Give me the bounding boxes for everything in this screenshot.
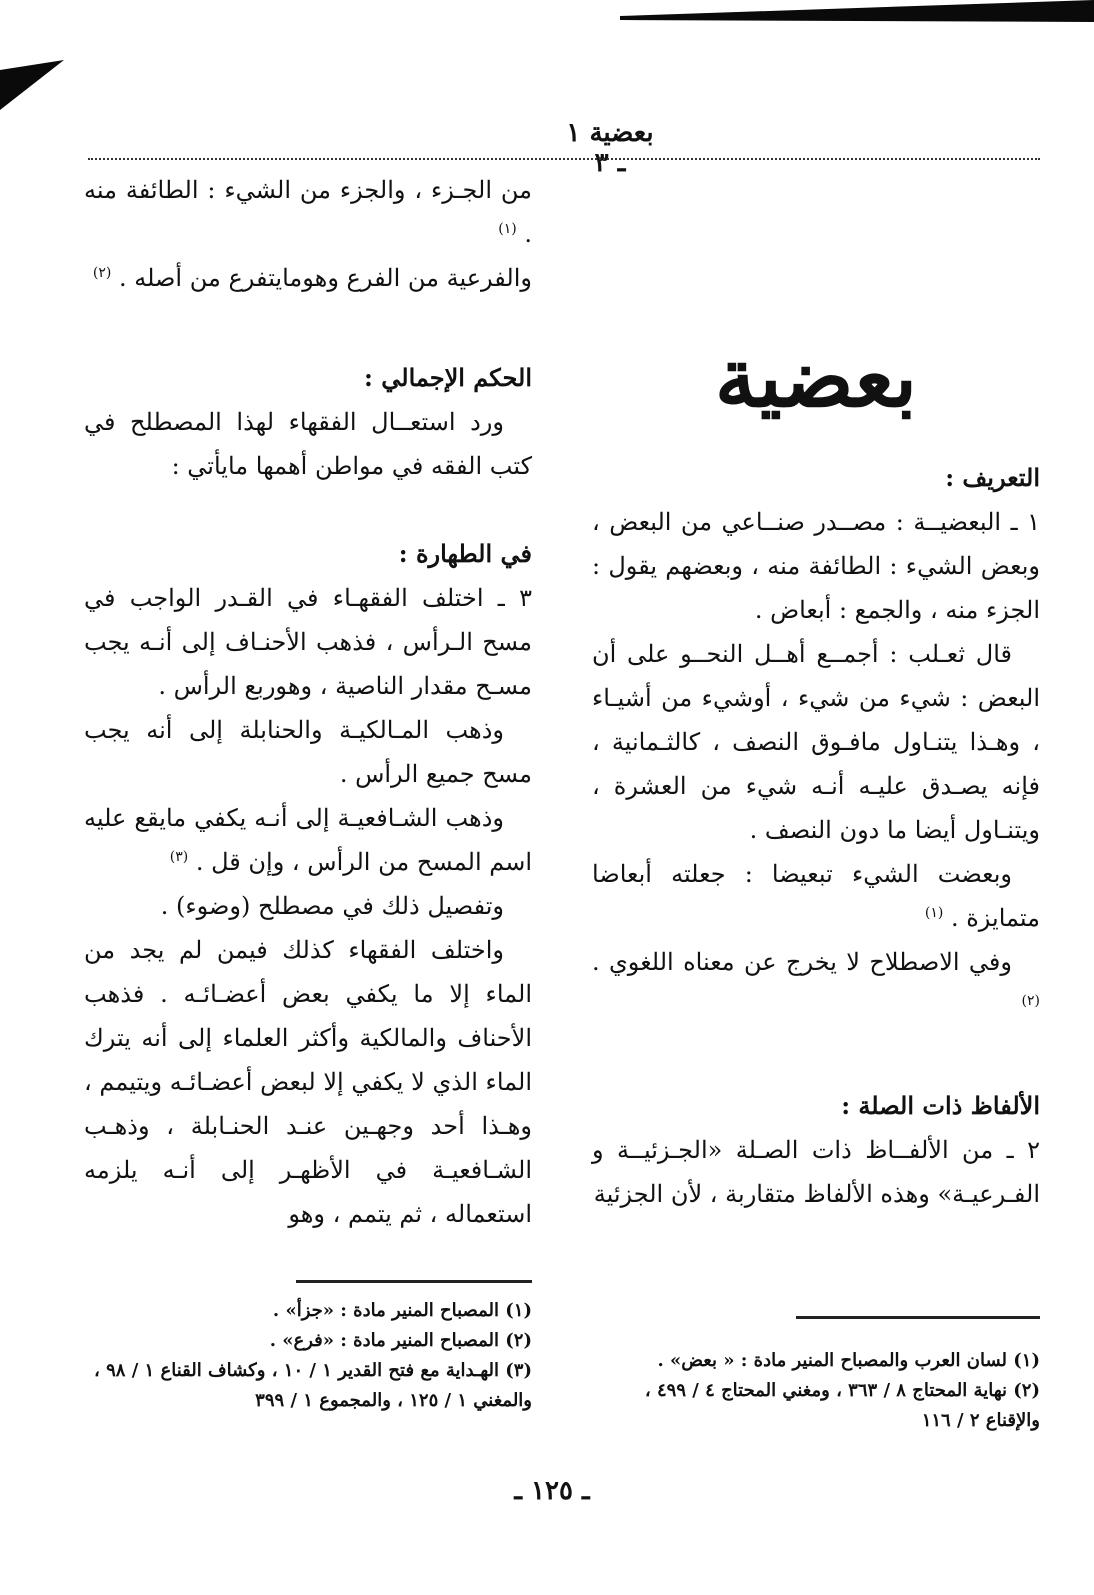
footnote-item: (١) لسان العرب والمصباح المنير مادة : « بعض» . bbox=[657, 1350, 1040, 1371]
header-divider bbox=[88, 158, 1040, 160]
footnote-ref: (١) bbox=[498, 221, 517, 237]
definition-paragraph-3 bbox=[592, 852, 1040, 940]
footnote-item: (٣) الهـداية مع فتح القدير ١ / ١٠ ، وكشاف القناع ١ / ٩٨ ، والمغني ١ / ١٢٥ ، والمجموع ١ / ٣٩٩ bbox=[94, 1360, 532, 1411]
footnote-ref: (٢) bbox=[92, 265, 112, 281]
definition-paragraph-1: ١ ـ البعضيــة : مصــدر صنــاعي من البعض ، وبعض الشيء : الطائفة منه ، وبعضهم يقول : الجزء منه ، والجمع : أبعاض . bbox=[592, 508, 1040, 624]
continuation-line-1 bbox=[84, 168, 532, 256]
definition-paragraph-3-text: وبعضت الشيء تبعيضا : جعلته أبعاضا متمايزة . bbox=[592, 860, 1040, 932]
footnote-ref: (٣) bbox=[169, 849, 189, 865]
purity-paragraph-1: ٣ ـ اختلف الفقهـاء في القـدر الواجب في مسح الـرأس ، فذهب الأحنـاف إلى أنـه يجب مسـح مقدار الناصية ، وهوربع الرأس . bbox=[84, 584, 532, 700]
scan-edge-shadow-left bbox=[0, 58, 70, 128]
related-terms-paragraph: ٢ ـ من الألفــاظ ذات الصـلة «الجـزئيــة و الفـرعيـة» وهذه الألفاظ متقاربة ، لأن الجزئية bbox=[592, 1136, 1040, 1208]
purity-paragraph-4: وتفصيل ذلك في مصطلح (وضوء) . bbox=[160, 892, 504, 920]
purity-paragraph-3 bbox=[84, 796, 532, 884]
footnotes-left bbox=[84, 1296, 532, 1416]
definition-heading: التعريف : bbox=[945, 463, 1040, 492]
entry-title: بعضية bbox=[714, 330, 918, 426]
left-column bbox=[84, 168, 532, 1236]
purity-heading: في الطهارة : bbox=[398, 539, 532, 568]
scan-edge-shadow-top bbox=[620, 0, 1094, 22]
definition-paragraph-2: قال ثعـلب : أجمــع أهــل النحــو على أن البعض : شيء من شيء ، أوشيء من أشيـاء ، وهـذا يتنـاول مافـوق النصف ، كالثـمانية ، فإنه يصـدق عليـه أنـه شيء من العشرة ، ويتنـاول أيضا ما دون النصف . bbox=[592, 640, 1040, 844]
footnote-item: (١) المصباح المنير مادة : «جزأ» . bbox=[272, 1300, 532, 1321]
continuation-line-1-text: من الجـزء ، والجزء من الشيء : الطائفة منه . bbox=[84, 176, 532, 248]
footnote-ref: (٢) bbox=[1021, 993, 1040, 1009]
related-terms-heading: الألفاظ ذات الصلة : bbox=[841, 1091, 1040, 1120]
page-number: ـ ١٢٥ ـ bbox=[514, 1476, 590, 1506]
ruling-heading: الحكم الإجمالي : bbox=[364, 363, 532, 392]
footnotes-right bbox=[592, 1346, 1040, 1436]
footnote-ref: (١) bbox=[924, 905, 944, 921]
purity-paragraph-3-text: وذهب الشـافعيـة إلى أنـه يكفي مايقع عليه اسم المسح من الرأس ، وإن قل . bbox=[84, 804, 532, 876]
purity-paragraph-2: وذهب المـالكيـة والحنابلة إلى أنه يجب مسح جميع الرأس . bbox=[84, 716, 532, 788]
continuation-line-2-text: والفرعية من الفرع وهومايتفرع من أصله . bbox=[118, 264, 532, 292]
right-column bbox=[592, 168, 1040, 1216]
footnote-item: (٢) المصباح المنير مادة : «فرع» . bbox=[269, 1330, 532, 1351]
footnote-rule-right bbox=[796, 1316, 1040, 1319]
footnote-rule-left bbox=[296, 1280, 532, 1283]
footnote-item: (٢) نهاية المحتاج ٨ / ٣٦٣ ، ومغني المحتاج ٤ / ٤٩٩ ، والإقناع ٢ / ١١٦ bbox=[644, 1380, 1040, 1431]
running-head: بعضية ١ ـ ٣ bbox=[566, 118, 654, 178]
definition-paragraph-4-text: وفي الاصطلاح لا يخرج عن معناه اللغوي . bbox=[592, 948, 1012, 976]
definition-paragraph-4 bbox=[592, 940, 1040, 1028]
purity-paragraph-5: واختلف الفقهاء كذلك فيمن لم يجد من الماء إلا ما يكفي بعض أعضـائـه . فذهب الأحناف والمالكية وأكثر العلماء إلى أنه يترك الماء الذي لا يكفي إلا لبعض أعضـائـه ويتيمم ، وهـذا أحد وجهـين عنـد الحنـابلة ، وذهـب الشـافعيـة في الأظهـر إلى أنـه يلزمه استعماله ، ثم يتمم ، وهو bbox=[84, 936, 532, 1228]
ruling-paragraph: ورد استعــال الفقهاء لهذا المصطلح في كتب الفقه في مواطن أهمها مايأتي : bbox=[84, 408, 532, 480]
continuation-line-2 bbox=[84, 256, 532, 300]
